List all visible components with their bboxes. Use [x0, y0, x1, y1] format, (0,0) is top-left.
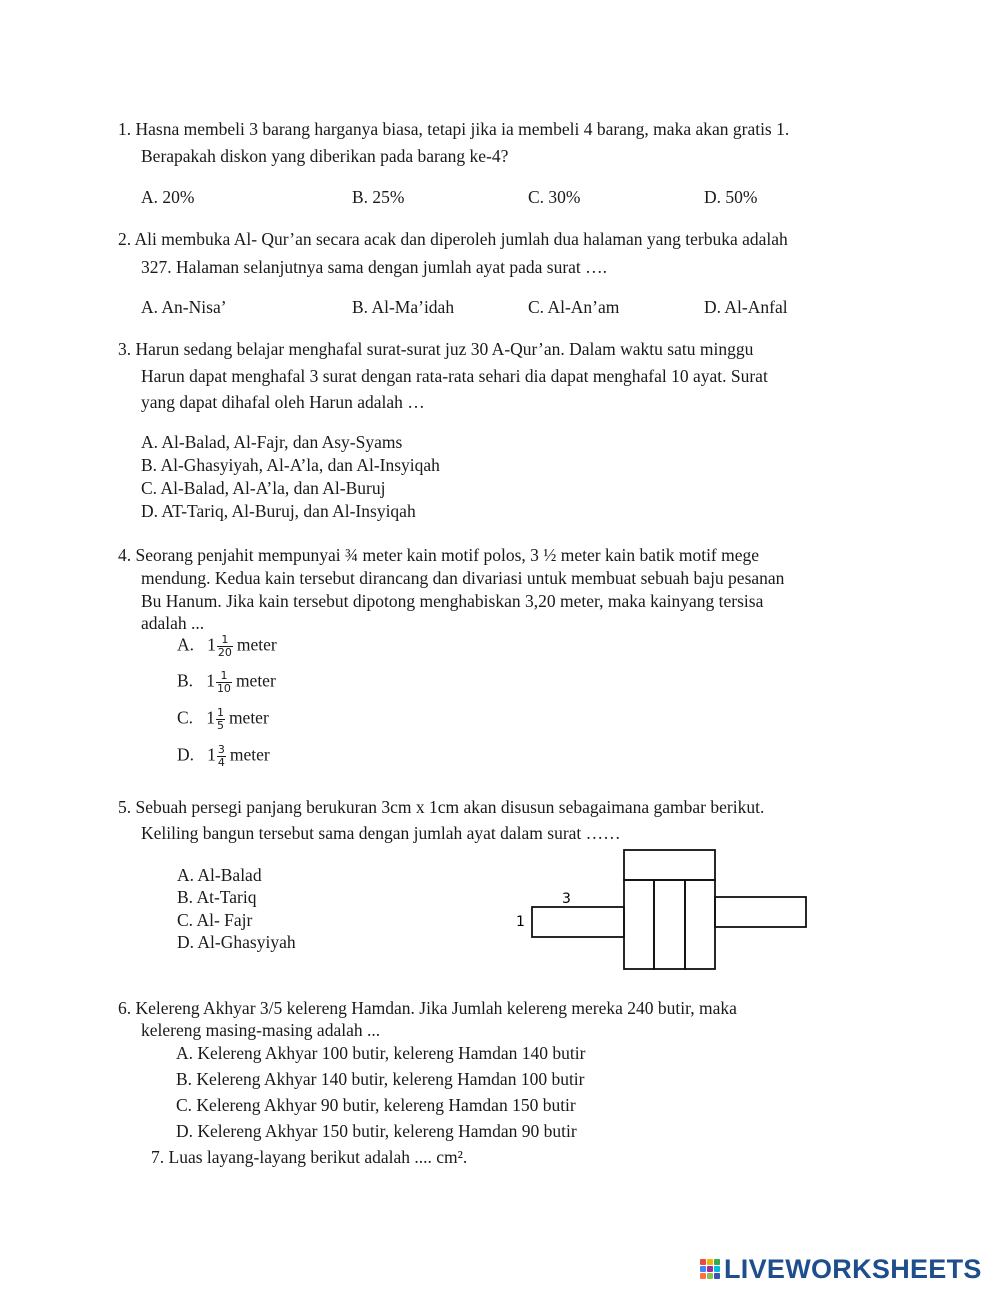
q2-option-a: A. An-Nisa’: [141, 297, 227, 317]
q6-option-c: C. Kelereng Akhyar 90 butir, kelereng Hamdan 150 butir: [176, 1095, 576, 1115]
q3-option-b: B. Al-Ghasyiyah, Al-A’la, dan Al-Insyiqah: [141, 455, 440, 475]
q4-option-letter: D.: [177, 744, 195, 765]
fraction-denominator: 10: [216, 682, 231, 695]
q6-option-a: A. Kelereng Akhyar 100 butir, kelereng Hamdan 140 butir: [176, 1043, 586, 1063]
q4-option-whole: 1: [207, 634, 216, 655]
figure-label-length: 3: [562, 891, 571, 907]
liveworksheets-logo-icon: [700, 1259, 720, 1279]
figure-rect-right: [715, 897, 806, 927]
fraction-denominator: 20: [217, 646, 232, 659]
q4-text-line2: mendung. Kedua kain tersebut dirancang dan divariasi untuk membuat sebuah baju pesanan: [141, 568, 785, 588]
q3-option-a: A. Al-Balad, Al-Fajr, dan Asy-Syams: [141, 432, 403, 452]
q3-text-line2: Harun dapat menghafal 3 surat dengan rata-rata sehari dia dapat menghafal 10 ayat. Surat: [141, 366, 768, 386]
q4-option-letter: B.: [177, 670, 194, 691]
q1-option-a: A. 20%: [141, 187, 195, 207]
q4-option-letter: C.: [177, 707, 194, 728]
q4-option-fraction: [216, 670, 232, 695]
q5-option-b: B. At-Tariq: [177, 887, 257, 907]
q5-option-a: A. Al-Balad: [177, 865, 262, 885]
q7-text-line1: 7. Luas layang-layang berikut adalah .... cm².: [151, 1147, 468, 1167]
fraction-numerator: 1: [220, 669, 228, 682]
q3-text-line3: yang dapat dihafal oleh Harun adalah …: [141, 392, 425, 412]
q3-option-d: D. AT-Tariq, Al-Buruj, dan Al-Insyiqah: [141, 501, 416, 521]
q1-option-b: B. 25%: [352, 187, 405, 207]
q4-option-a: [177, 634, 277, 659]
q6-option-b: B. Kelereng Akhyar 140 butir, kelereng Hamdan 100 butir: [176, 1069, 585, 1089]
q1-text-line2: Berapakah diskon yang diberikan pada barang ke-4?: [141, 146, 509, 166]
q3-text-line1: 3. Harun sedang belajar menghafal surat-surat juz 30 A-Qur’an. Dalam waktu satu minggu: [118, 339, 754, 359]
q4-text-line3: Bu Hanum. Jika kain tersebut dipotong menghabiskan 3,20 meter, maka kainyang tersisa: [141, 591, 764, 611]
logo-color-square: [714, 1259, 720, 1265]
logo-color-square: [714, 1273, 720, 1279]
logo-color-square: [707, 1273, 713, 1279]
logo-color-square: [707, 1266, 713, 1272]
q4-option-unit: meter: [236, 634, 277, 655]
fraction-numerator: 1: [216, 706, 224, 719]
q5-option-d: D. Al-Ghasyiyah: [177, 932, 296, 952]
logo-color-square: [700, 1266, 706, 1272]
q4-option-fraction: [217, 634, 233, 659]
q3-option-c: C. Al-Balad, Al-A’la, dan Al-Buruj: [141, 478, 386, 498]
logo-color-square: [714, 1266, 720, 1272]
q4-option-letter: A.: [177, 634, 195, 655]
figure-rect-vertical-2: [654, 880, 685, 969]
q4-option-unit: meter: [229, 744, 270, 765]
q4-option-fraction: [216, 707, 225, 732]
q4-option-unit: meter: [235, 670, 276, 691]
q2-text-line2: 327. Halaman selanjutnya sama dengan jumlah ayat pada surat ….: [141, 257, 608, 277]
figure-rect-vertical-3: [685, 880, 715, 969]
q1-option-d: D. 50%: [704, 187, 758, 207]
q2-option-b: B. Al-Ma’idah: [352, 297, 455, 317]
q6-option-d: D. Kelereng Akhyar 150 butir, kelereng Hamdan 90 butir: [176, 1121, 577, 1141]
q6-text-line2: kelereng masing-masing adalah ...: [141, 1020, 381, 1040]
q4-option-b: [177, 670, 276, 695]
q2-option-c: C. Al-An’am: [528, 297, 620, 317]
q2-option-d: D. Al-Anfal: [704, 297, 788, 317]
q5-text-line2: Keliling bangun tersebut sama dengan jumlah ayat dalam surat ……: [141, 823, 621, 843]
q4-text-line4: adalah ...: [141, 613, 205, 633]
q4-option-unit: meter: [228, 707, 269, 728]
q1-option-c: C. 30%: [528, 187, 581, 207]
q4-option-whole: 1: [207, 744, 216, 765]
liveworksheets-logo-text: LIVEWORKSHEETS: [724, 1253, 982, 1284]
q4-option-d: [177, 744, 270, 769]
fraction-numerator: 3: [217, 743, 225, 756]
logo-color-square: [700, 1273, 706, 1279]
q1-text-line1: 1. Hasna membeli 3 barang harganya biasa, tetapi jika ia membeli 4 barang, maka akan gratis 1.: [118, 119, 790, 139]
logo-color-square: [700, 1259, 706, 1265]
rectangle-arrangement-figure: [510, 845, 820, 975]
q2-text-line1: 2. Ali membuka Al- Qur’an secara acak dan diperoleh jumlah dua halaman yang terbuka adalah: [118, 229, 788, 249]
figure-rect-top: [624, 850, 715, 880]
q4-option-c: [177, 707, 269, 732]
fraction-denominator: 4: [217, 756, 225, 769]
liveworksheets-logo: [700, 1254, 982, 1284]
q6-text-line1: 6. Kelereng Akhyar 3/5 kelereng Hamdan. Jika Jumlah kelereng mereka 240 butir, maka: [118, 998, 737, 1018]
q5-text-line1: 5. Sebuah persegi panjang berukuran 3cm x 1cm akan disusun sebagaimana gambar berikut.: [118, 797, 765, 817]
logo-color-square: [707, 1259, 713, 1265]
q4-text-line1: 4. Seorang penjahit mempunyai ¾ meter kain motif polos, 3 ½ meter kain batik motif mege: [118, 545, 760, 565]
figure-label-width: 1: [516, 914, 525, 930]
fraction-numerator: 1: [221, 633, 229, 646]
q4-option-whole: 1: [206, 707, 215, 728]
fraction-denominator: 5: [216, 719, 224, 732]
figure-rect-vertical-1: [624, 880, 654, 969]
figure-rect-left: [532, 907, 624, 937]
q4-option-whole: 1: [206, 670, 215, 691]
q4-option-fraction: [217, 744, 226, 769]
q5-option-c: C. Al- Fajr: [177, 910, 253, 930]
